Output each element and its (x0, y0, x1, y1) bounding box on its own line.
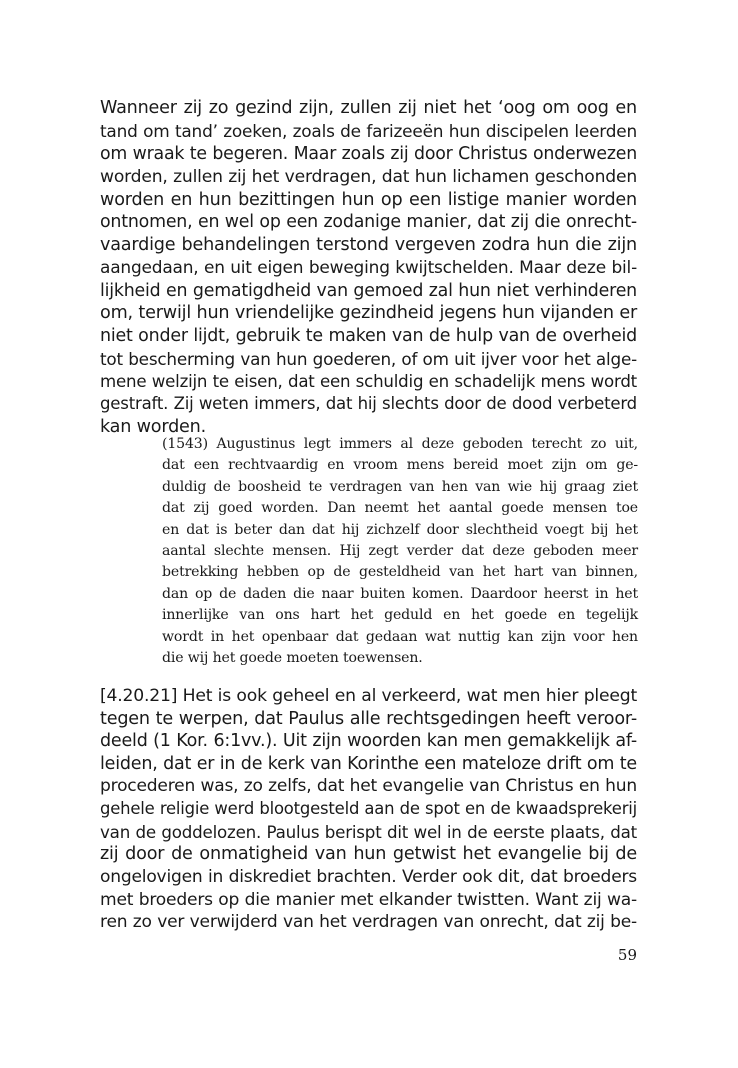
text-line: lijkheid en gematigdheid van gemoed zal hun niet verhinderen (100, 281, 637, 301)
quote-line: dan op de daden die naar buiten komen. Daardoor heerst in het (162, 586, 638, 602)
quote-line: betrekking hebben op de gesteldheid van het hart van binnen, (162, 564, 638, 580)
text-line: procederen was, zo zelfs, dat het evangelie van Christus en hun (100, 776, 637, 796)
text-line: kan worden. (100, 417, 207, 437)
text-line: met broeders op die manier met elkander twistten. Want zij wa- (100, 890, 637, 910)
text-line: ren zo ver verwijderd van het verdragen van onrecht, dat zij be- (100, 912, 637, 932)
text-line: tand om tand’ zoeken, zoals de farizeeën hun discipelen leerden (100, 121, 637, 141)
text-line: aangedaan, en uit eigen beweging kwijtschelden. Maar deze bil- (100, 258, 637, 278)
text-line: leiden, dat er in de kerk van Korinthe een mateloze drift om te (100, 754, 637, 774)
text-line: [4.20.21] Het is ook geheel en al verkeerd, wat men hier pleegt (100, 686, 637, 706)
text-line: worden en hun bezittingen hun op een listige manier worden (100, 190, 637, 210)
quote-line: duldig de boosheid te verdragen van hen van wie hij graag ziet (162, 479, 638, 495)
quote-line: dat zij goed worden. Dan neemt het aantal goede mensen toe (162, 500, 638, 516)
text-line: niet onder lijdt, gebruik te maken van de hulp van de overheid (100, 326, 637, 346)
text-line: mene welzijn te eisen, dat een schuldig en schadelijk mens wordt (100, 372, 637, 391)
quote-line: wordt in het openbaar dat gedaan wat nuttig kan zijn voor hen (162, 629, 638, 645)
text-line: tegen te werpen, dat Paulus alle rechtsgedingen heeft veroor- (100, 709, 637, 729)
text-line: vaardige behandelingen terstond vergeven zodra hun die zijn (100, 235, 637, 255)
text-line: zij door de onmatigheid van hun getwist het evangelie bij de (100, 844, 637, 864)
quote-line: die wij het goede moeten toewensen. (162, 650, 423, 666)
quote-line: en dat is beter dan dat hij zichzelf door slechtheid voegt bij het (162, 522, 638, 538)
text-line: Wanneer zij zo gezind zijn, zullen zij niet het ‘oog om oog en (100, 98, 637, 118)
quote-line: innerlijke van ons hart het geduld en het goede en tegelijk (162, 607, 638, 623)
quote-line: (1543) Augustinus legt immers al deze geboden terecht zo uit, (162, 436, 638, 452)
text-line: tot bescherming van hun goederen, of om uit ijver voor het alge- (100, 349, 637, 369)
text-line: van de goddelozen. Paulus berispt dit wel in de eerste plaats, dat (100, 822, 637, 842)
text-line: gehele religie werd blootgesteld aan de spot en de kwaadsprekerij (100, 799, 637, 818)
text-line: ontnomen, en wel op een zodanige manier, dat zij die onrecht- (100, 212, 637, 232)
text-line: ongelovigen in diskrediet brachten. Verder ook dit, dat broeders (100, 867, 637, 887)
text-line: deeld (1 Kor. 6:1vv.). Uit zijn woorden kan men gemakkelijk af- (100, 731, 637, 751)
text-line: gestraft. Zij weten immers, dat hij slechts door de dood verbeterd (100, 394, 637, 413)
quote-line: dat een rechtvaardig en vroom mens bereid moet zijn om ge- (162, 457, 638, 473)
text-line: om wraak te begeren. Maar zoals zij door Christus onderwezen (100, 144, 637, 164)
quote-line: aantal slechte mensen. Hij zegt verder dat deze geboden meer (162, 543, 638, 559)
text-line: worden, zullen zij het verdragen, dat hun lichamen geschonden (100, 167, 637, 187)
text-line: om, terwijl hun vriendelijke gezindheid jegens hun vijanden er (100, 303, 637, 323)
page-number: 59 (617, 946, 637, 964)
